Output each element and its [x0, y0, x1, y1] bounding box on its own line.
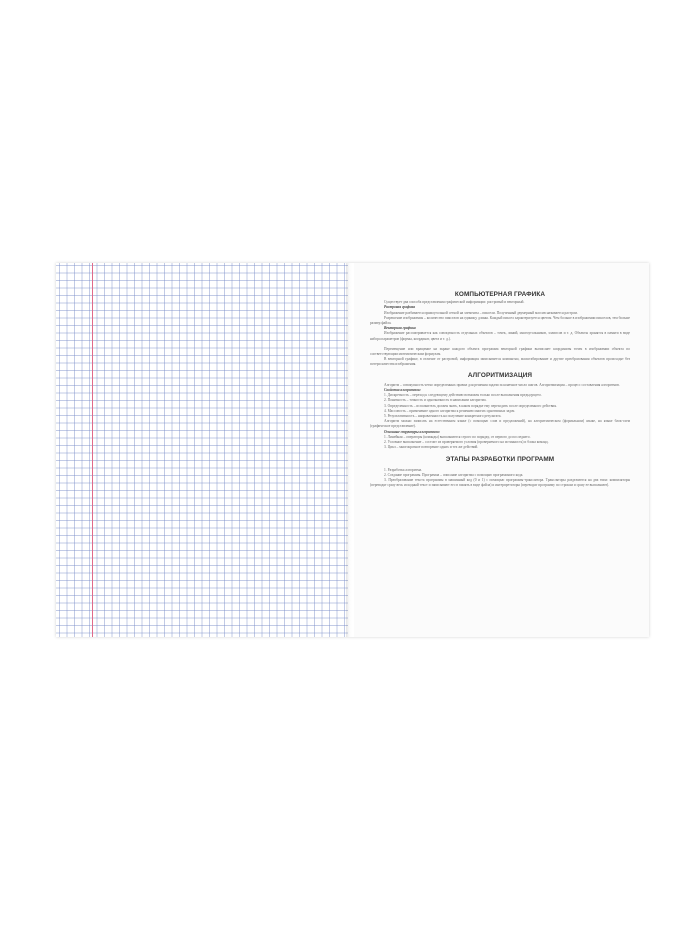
- paragraph: Разрешение изображения – количество пикселов на единицу длины. Каждый пиксел характеризуется цветом. Чем больше в изображении пикселов, тем больше размер файла.: [370, 315, 630, 326]
- list-item: 2. Понятность – точность и однозначность в написании алгоритма.: [384, 398, 487, 403]
- heading-development-stages: ЭТАПЫ РАЗРАБОТКИ ПРОГРАММ: [445, 456, 555, 464]
- reference-page: [354, 263, 649, 637]
- list-item: 1. Разработка алгоритма.: [384, 467, 422, 472]
- margin-line: [92, 263, 93, 637]
- subheading-vector: Векторная графика: [384, 326, 416, 331]
- notebook-spread: [56, 263, 649, 637]
- paragraph: Алгоритм можно записать на естественном языке (с помощью слов и предложений), на алгоритмическом (формальном) языке, на языке блок-схем (графическое представление).: [370, 419, 630, 429]
- subheading-properties: Свойства алгоритмов:: [384, 388, 421, 393]
- heading-algorithmization: АЛГОРИТМИЗАЦИЯ: [467, 371, 533, 379]
- grid-page: [56, 263, 348, 637]
- subheading-structures: Основные структуры алгоритмов:: [384, 429, 440, 434]
- paragraph: Существует два способа представления графической информации: растровый и векторный.: [384, 300, 525, 305]
- list-item: 2. Условное выполнение – состоит из проверяемого условия (проверяемого на истинность) и блока команд.: [384, 440, 549, 445]
- list-item: 3. Цикл – многократное повторение одних и тех же действий.: [384, 445, 479, 450]
- list-item: 1. Линейная – операторы (команды) выполняются строго по порядку, от первого до последнего.: [384, 434, 531, 439]
- center-fold: [346, 263, 354, 637]
- list-item: 5. Результативность – направленность на получение конкретного результата.: [384, 414, 502, 419]
- subheading-raster: Растровая графика: [384, 305, 415, 310]
- paragraph: Алгоритм – совокупность четко определенных правил для решения задачи за конечное число шагов. Алгоритмизация – процесс составления алгоритмов.: [384, 382, 620, 387]
- paragraph: Изображение разбивается прямоугольной сеткой на элементы – пиксели. Полученный двумерный массив называется растром.: [384, 310, 578, 315]
- list-item: 1. Дискретность – переход к следующему действию возможен только после выполнения предыдущего.: [384, 393, 542, 398]
- paragraph: Изображение рассматривается как совокупность отдельных объектов – точек, линий, многоугольников, эллипсов и т. д. Объекты хранятся в памяти в виде набора параметров (формы, координат, цвета и т. д.).: [370, 331, 630, 341]
- heading-computer-graphics: КОМПЬЮТЕРНАЯ ГРАФИКА: [454, 291, 546, 298]
- list-item: 3. Определенность – исполнитель должен знать, в каком порядке ему переходить после определенного действия.: [384, 403, 557, 408]
- list-item: 2. Создание программы. Программа – описание алгоритма с помощью программного кода.: [384, 472, 524, 477]
- list-item: 3. Преобразование текста программы в машинный код (0 и 1) с помощью программы-транслятора. Трансляторы разделяются на два типа: компиляторы (переводят сразу весь исходный текст и записывают его в память в виде файла) и интерпретаторы (переводят программу по строкам и сразу ее выполняют).: [370, 478, 630, 488]
- list-item: 4. Массовость – применение одного алгоритма к решению многих однотипных задач.: [384, 408, 516, 413]
- reference-content: [370, 292, 630, 489]
- paragraph: В векторной графике, в отличие от растровой, информация записывается компактно, масштабирование и другие преобразования объектов происходят без потери качества изображения.: [370, 357, 630, 367]
- paragraph: Перемещение или вращение на экране каждого объекта программа векторной графики вычисляет координаты точек в изображении объекта по соответствующим математическим формулам.: [370, 346, 630, 357]
